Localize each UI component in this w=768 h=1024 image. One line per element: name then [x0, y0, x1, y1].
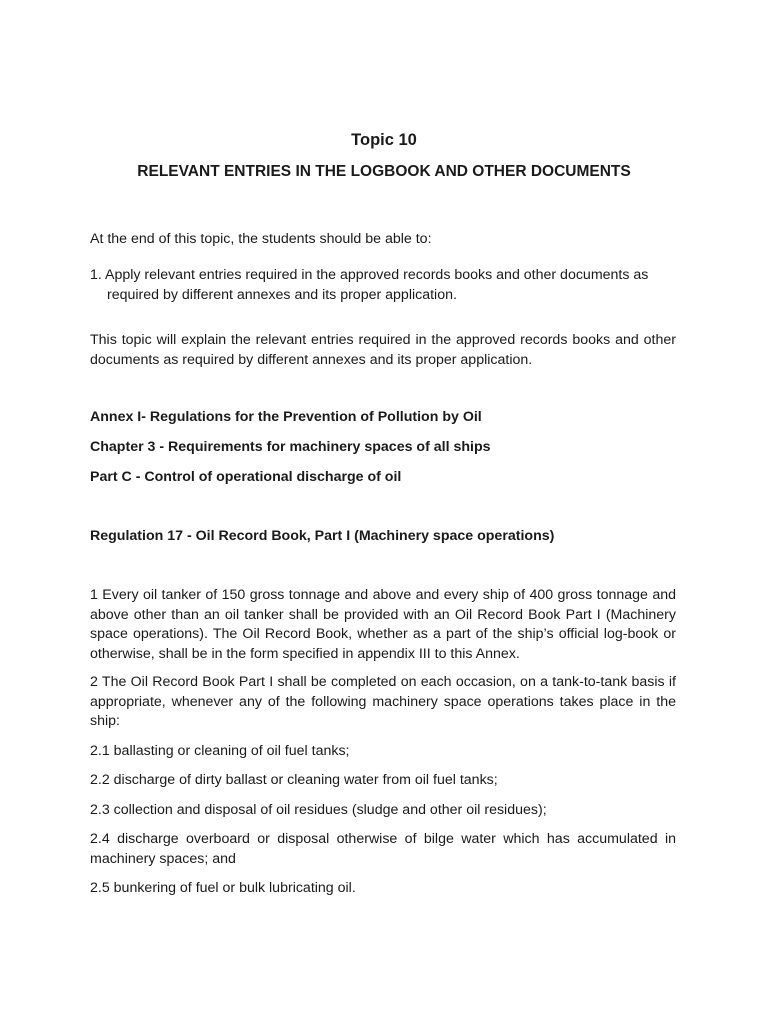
operation-item: 2.5 bunkering of fuel or bulk lubricating oil. [90, 880, 356, 896]
topic-number: Topic 10 [351, 131, 417, 149]
part-heading: Part C - Control of operational discharge of oil [90, 469, 402, 485]
operation-item: 2.4 discharge overboard or disposal otherwise of bilge water which has accumulated in machinery spaces; and [90, 831, 676, 867]
annex-heading: Annex I- Regulations for the Prevention of Pollution by Oil [90, 409, 482, 425]
objective-item: 1. Apply relevant entries required in the approved records books and other documents as required by different annexes and its proper application. [90, 267, 649, 303]
regulation-paragraph-2: 2 The Oil Record Book Part I shall be completed on each occasion, on a tank-to-tank basis if appropriate, whenever any of the following machinery space operations takes place in the ship: [90, 674, 676, 729]
regulation-paragraph-1: 1 Every oil tanker of 150 gross tonnage and above and every ship of 400 gross tonnage and above other than an oil tanker shall be provided with an Oil Record Book Part I (Machinery space operations). The Oil Record Book, whether as a part of the ship’s official log-book or otherwise, shall be in the form specified in appendix III to this Annex. [90, 587, 676, 662]
chapter-heading: Chapter 3 - Requirements for machinery spaces of all ships [90, 439, 491, 455]
topic-overview: This topic will explain the relevant entries required in the approved records books and other documents as required by different annexes and its proper application. [90, 332, 676, 368]
operation-item: 2.2 discharge of dirty ballast or cleaning water from oil fuel tanks; [90, 772, 498, 788]
topic-title: RELEVANT ENTRIES IN THE LOGBOOK AND OTHER DOCUMENTS [137, 163, 631, 180]
objectives-intro: At the end of this topic, the students should be able to: [90, 231, 432, 247]
operation-item: 2.1 ballasting or cleaning of oil fuel tanks; [90, 743, 350, 759]
regulation-heading: Regulation 17 - Oil Record Book, Part I (Machinery space operations) [90, 528, 555, 544]
operation-item: 2.3 collection and disposal of oil residues (sludge and other oil residues); [90, 802, 547, 818]
